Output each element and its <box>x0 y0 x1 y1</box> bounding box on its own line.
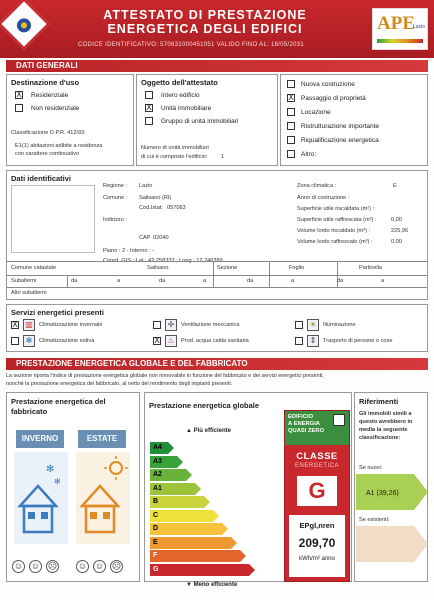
motivazione-box: Nuova costruzione X Passaggio di proprietà Locazione Ristrutturazione importante Riqualificazione energetica Altro: <box>280 74 428 166</box>
prestazione-intro-2: nonché la prestazione energetica del fabbricato, al netto del rendimento degli impianti presenti. <box>6 381 233 387</box>
energy-class-bar-a2: A2 <box>150 469 186 481</box>
trasporto-checkbox[interactable] <box>295 337 303 345</box>
energy-class-letter: G <box>297 476 337 506</box>
ref-nuovi-arrow <box>356 474 428 510</box>
clima-estiva-checkbox[interactable] <box>11 337 19 345</box>
passaggio-proprieta-checkbox[interactable]: X <box>288 93 294 102</box>
energy-class-bar-a3: A3 <box>150 456 177 468</box>
destinazione-box: Destinazione d'uso X Residenziale Non residenziale Classificazione D.P.R. 412/93: E1(1) abitazioni adibite a residenza con carattere continuativo <box>6 74 134 166</box>
locazione-checkbox[interactable] <box>287 108 295 116</box>
energy-class-bar-g: G <box>150 564 249 576</box>
ref-esistenti-arrow <box>356 526 428 562</box>
energy-class-bar-a1: A1 <box>150 483 195 495</box>
smiley-sad-icon: ☹ <box>47 561 58 571</box>
oggetto-box: Oggetto dell'attestato Intero edificio X Unità immobiliare Gruppo di unità immobiliari Numero di unità immobiliari di cui è composto l'edificio: 1 <box>136 74 278 166</box>
fabbricato-panel: Prestazione energetica del fabbricato <box>6 392 140 582</box>
ref-nuovi-value: A1 (39,26) <box>366 490 399 497</box>
svg-text:✻: ✻ <box>46 464 55 475</box>
acqua-calda-checkbox[interactable]: X <box>154 336 160 345</box>
smiley-happy-icon: ☺ <box>13 561 24 571</box>
ristrutturazione-checkbox[interactable] <box>287 122 295 130</box>
illuminazione-checkbox[interactable] <box>295 321 303 329</box>
altro-checkbox[interactable] <box>287 150 295 158</box>
fan-icon: ✢ <box>165 319 177 331</box>
dati-identificativi-box: Dati identificativi Regione : Lazio Comune : Salisano (RI) Cod.Istat: 057063 Indirizzo : CAP 02040 Piano : 2 - Interno : - Coord. GIS : Lat : 42,258333 ; Long : 12,746389 Zona climatica : E Anno di costruzione : Superficie utile riscaldata (m²) : Superficie utile raffrescata (m²) : 0,00 Volume lordo riscaldato (m³) : 225,96 Volume lordo raffrescato (m³) : 0,00 Comune catastale Salisano Sezione Foglio Particella Subalterni da a da a da a da a Altri subalterni <box>6 170 428 300</box>
energy-class-bar-e: E <box>150 537 231 549</box>
energy-class-bar-c: C <box>150 510 213 522</box>
riqualificazione-checkbox[interactable] <box>287 136 295 144</box>
elevator-icon: ⇕ <box>307 335 319 347</box>
globale-panel: Prestazione energetica globale <box>144 392 352 582</box>
unita-immobiliare-checkbox[interactable]: X <box>146 103 152 112</box>
gruppo-unita-checkbox[interactable] <box>145 117 153 125</box>
epgl-box: EPgl,nren 209,70 kWh/m² anno <box>289 515 345 577</box>
region-logo-icon <box>0 0 49 49</box>
svg-text:✻: ✻ <box>54 477 61 486</box>
smiley-neutral-icon: ☺ <box>94 561 105 571</box>
piu-efficiente-label: ▲ Più efficiente <box>186 428 231 434</box>
bulb-icon: ☀ <box>307 319 319 331</box>
servizi-box: Servizi energetici presenti X ▥ Climatizzazione invernale ✻ Climatizzazione estiva ✢ Ventilazione meccanica X ♨ Prod. acqua calda sanitaria ☀ Illuminazione ⇕ Trasporto di persone o cose <box>6 304 428 352</box>
riferimenti-panel: Riferimenti Gli immobili simili a questo avrebbero in media la seguente classificazione: Se nuovi: Se esistenti: <box>354 392 428 582</box>
inverno-label: INVERNO <box>16 430 64 448</box>
snowflake-icon: ✻ <box>23 335 35 347</box>
faucet-icon: ♨ <box>165 335 177 347</box>
header-banner <box>0 0 434 58</box>
ape-logo: APE Lazio <box>372 8 428 50</box>
estate-label: ESTATE <box>78 430 126 448</box>
residenziale-checkbox[interactable]: X <box>16 90 22 99</box>
smiley-happy-icon: ☺ <box>77 561 88 571</box>
smiley-sad-icon: ☹ <box>111 561 122 571</box>
nzeb-checkbox[interactable] <box>333 414 345 426</box>
energy-class-bar-b: B <box>150 496 204 508</box>
clima-invernale-checkbox[interactable]: X <box>12 320 18 329</box>
ventilazione-checkbox[interactable] <box>153 321 161 329</box>
prestazione-intro-1: La sezione riporta l'indice di prestazione energetica globale non rinnovabile in funzione del fabbricato e dei servizi energetici presenti, <box>6 373 324 379</box>
energy-class-result: EDIFICIO A ENERGIA QUASI ZERO CLASSE ENERGETICA G EPgl,nren 209,70 kWh/m² anno <box>284 410 350 582</box>
non-residenziale-checkbox[interactable] <box>15 104 23 112</box>
page-title: ATTESTATO DI PRESTAZIONE ENERGETICA DEGLI EDIFICI <box>103 8 307 36</box>
certificate-code: CODICE IDENTIFICATIVO: 570631000451051 VALIDO FINO AL: 18/05/2031 <box>78 42 305 48</box>
inverno-house-icon <box>14 452 68 544</box>
meno-efficiente-label: ▼ Meno efficiente <box>186 582 238 588</box>
radiator-icon: ▥ <box>23 319 35 331</box>
section-prestazione: PRESTAZIONE ENERGETICA GLOBALE E DEL FABBRICATO <box>6 358 428 370</box>
building-photo-placeholder <box>11 185 95 253</box>
nzeb-badge: EDIFICIO A ENERGIA QUASI ZERO <box>285 411 349 445</box>
estate-house-icon <box>76 452 130 544</box>
energy-class-bar-f: F <box>150 550 240 562</box>
nuova-costruzione-checkbox[interactable] <box>287 80 295 88</box>
energy-class-bar-d: D <box>150 523 222 535</box>
section-dati-generali: DATI GENERALI <box>6 60 428 72</box>
epgl-value: 209,70 <box>298 536 336 550</box>
intero-edificio-checkbox[interactable] <box>145 91 153 99</box>
energy-class-bar-a4: A4 <box>150 442 168 454</box>
smiley-neutral-icon: ☺ <box>30 561 41 571</box>
